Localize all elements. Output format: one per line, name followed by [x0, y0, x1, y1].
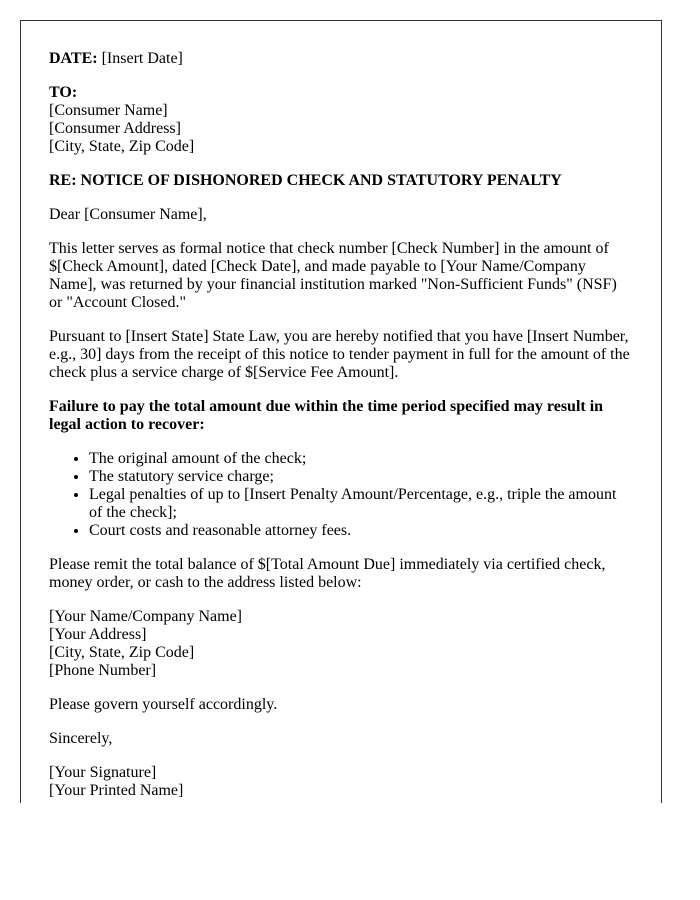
letter-content	[21, 21, 661, 800]
remit-instruction: Please remit the total balance of $[Total Amount Due] immediately via certified check, money order, or cash to the address listed below:	[49, 556, 606, 591]
recipient-name: [Consumer Name]	[49, 102, 168, 119]
list-item: • The original amount of the check;	[89, 450, 633, 468]
list-item: • Legal penalties of up to [Insert Penalty Amount/Percentage, e.g., triple the amount of the check];	[89, 486, 633, 522]
subject-line: RE: NOTICE OF DISHONORED CHECK AND STATUTORY PENALTY	[49, 172, 562, 189]
date-label: DATE:	[49, 50, 98, 67]
recipient-address: [Consumer Address]	[49, 120, 181, 137]
recipient-city-state-zip: [City, State, Zip Code]	[49, 138, 195, 155]
recipient-block	[49, 84, 633, 156]
date-line	[49, 50, 633, 68]
closing-note: Please govern yourself accordingly.	[49, 696, 278, 713]
closing: Sincerely,	[49, 730, 113, 747]
warning-paragraph: Failure to pay the total amount due within the time period specified may result in legal action to recover:	[49, 398, 604, 433]
signature-block	[49, 764, 633, 800]
recipient-label: TO:	[49, 84, 78, 101]
sender-address: [Your Address]	[49, 626, 147, 643]
recovery-list	[49, 450, 633, 540]
notice-paragraph: This letter serves as formal notice that check number [Check Number] in the amount of $[Check Amount], dated [Check Date], and made payable to [Your Name/Company Name], was returned by your financial institution marked "Non-Sufficient Funds" (NSF) or "Account Closed."	[49, 240, 617, 311]
sender-city-state-zip: [City, State, Zip Code]	[49, 644, 195, 661]
letter-page	[20, 20, 662, 803]
list-item: • The statutory service charge;	[89, 468, 633, 486]
salutation: Dear [Consumer Name],	[49, 206, 207, 223]
signature-line: [Your Signature]	[49, 764, 157, 781]
sender-name: [Your Name/Company Name]	[49, 608, 243, 625]
list-item: • Court costs and reasonable attorney fees.	[89, 522, 633, 540]
sender-address-block	[49, 608, 633, 680]
statute-paragraph: Pursuant to [Insert State] State Law, you are hereby notified that you have [Insert Number, e.g., 30] days from the receipt of this notice to tender payment in full for the amount of the check plus a service charge of $[Service Fee Amount].	[49, 328, 630, 381]
printed-name-line: [Your Printed Name]	[49, 782, 184, 799]
sender-phone: [Phone Number]	[49, 662, 157, 679]
date-value: [Insert Date]	[101, 50, 183, 67]
